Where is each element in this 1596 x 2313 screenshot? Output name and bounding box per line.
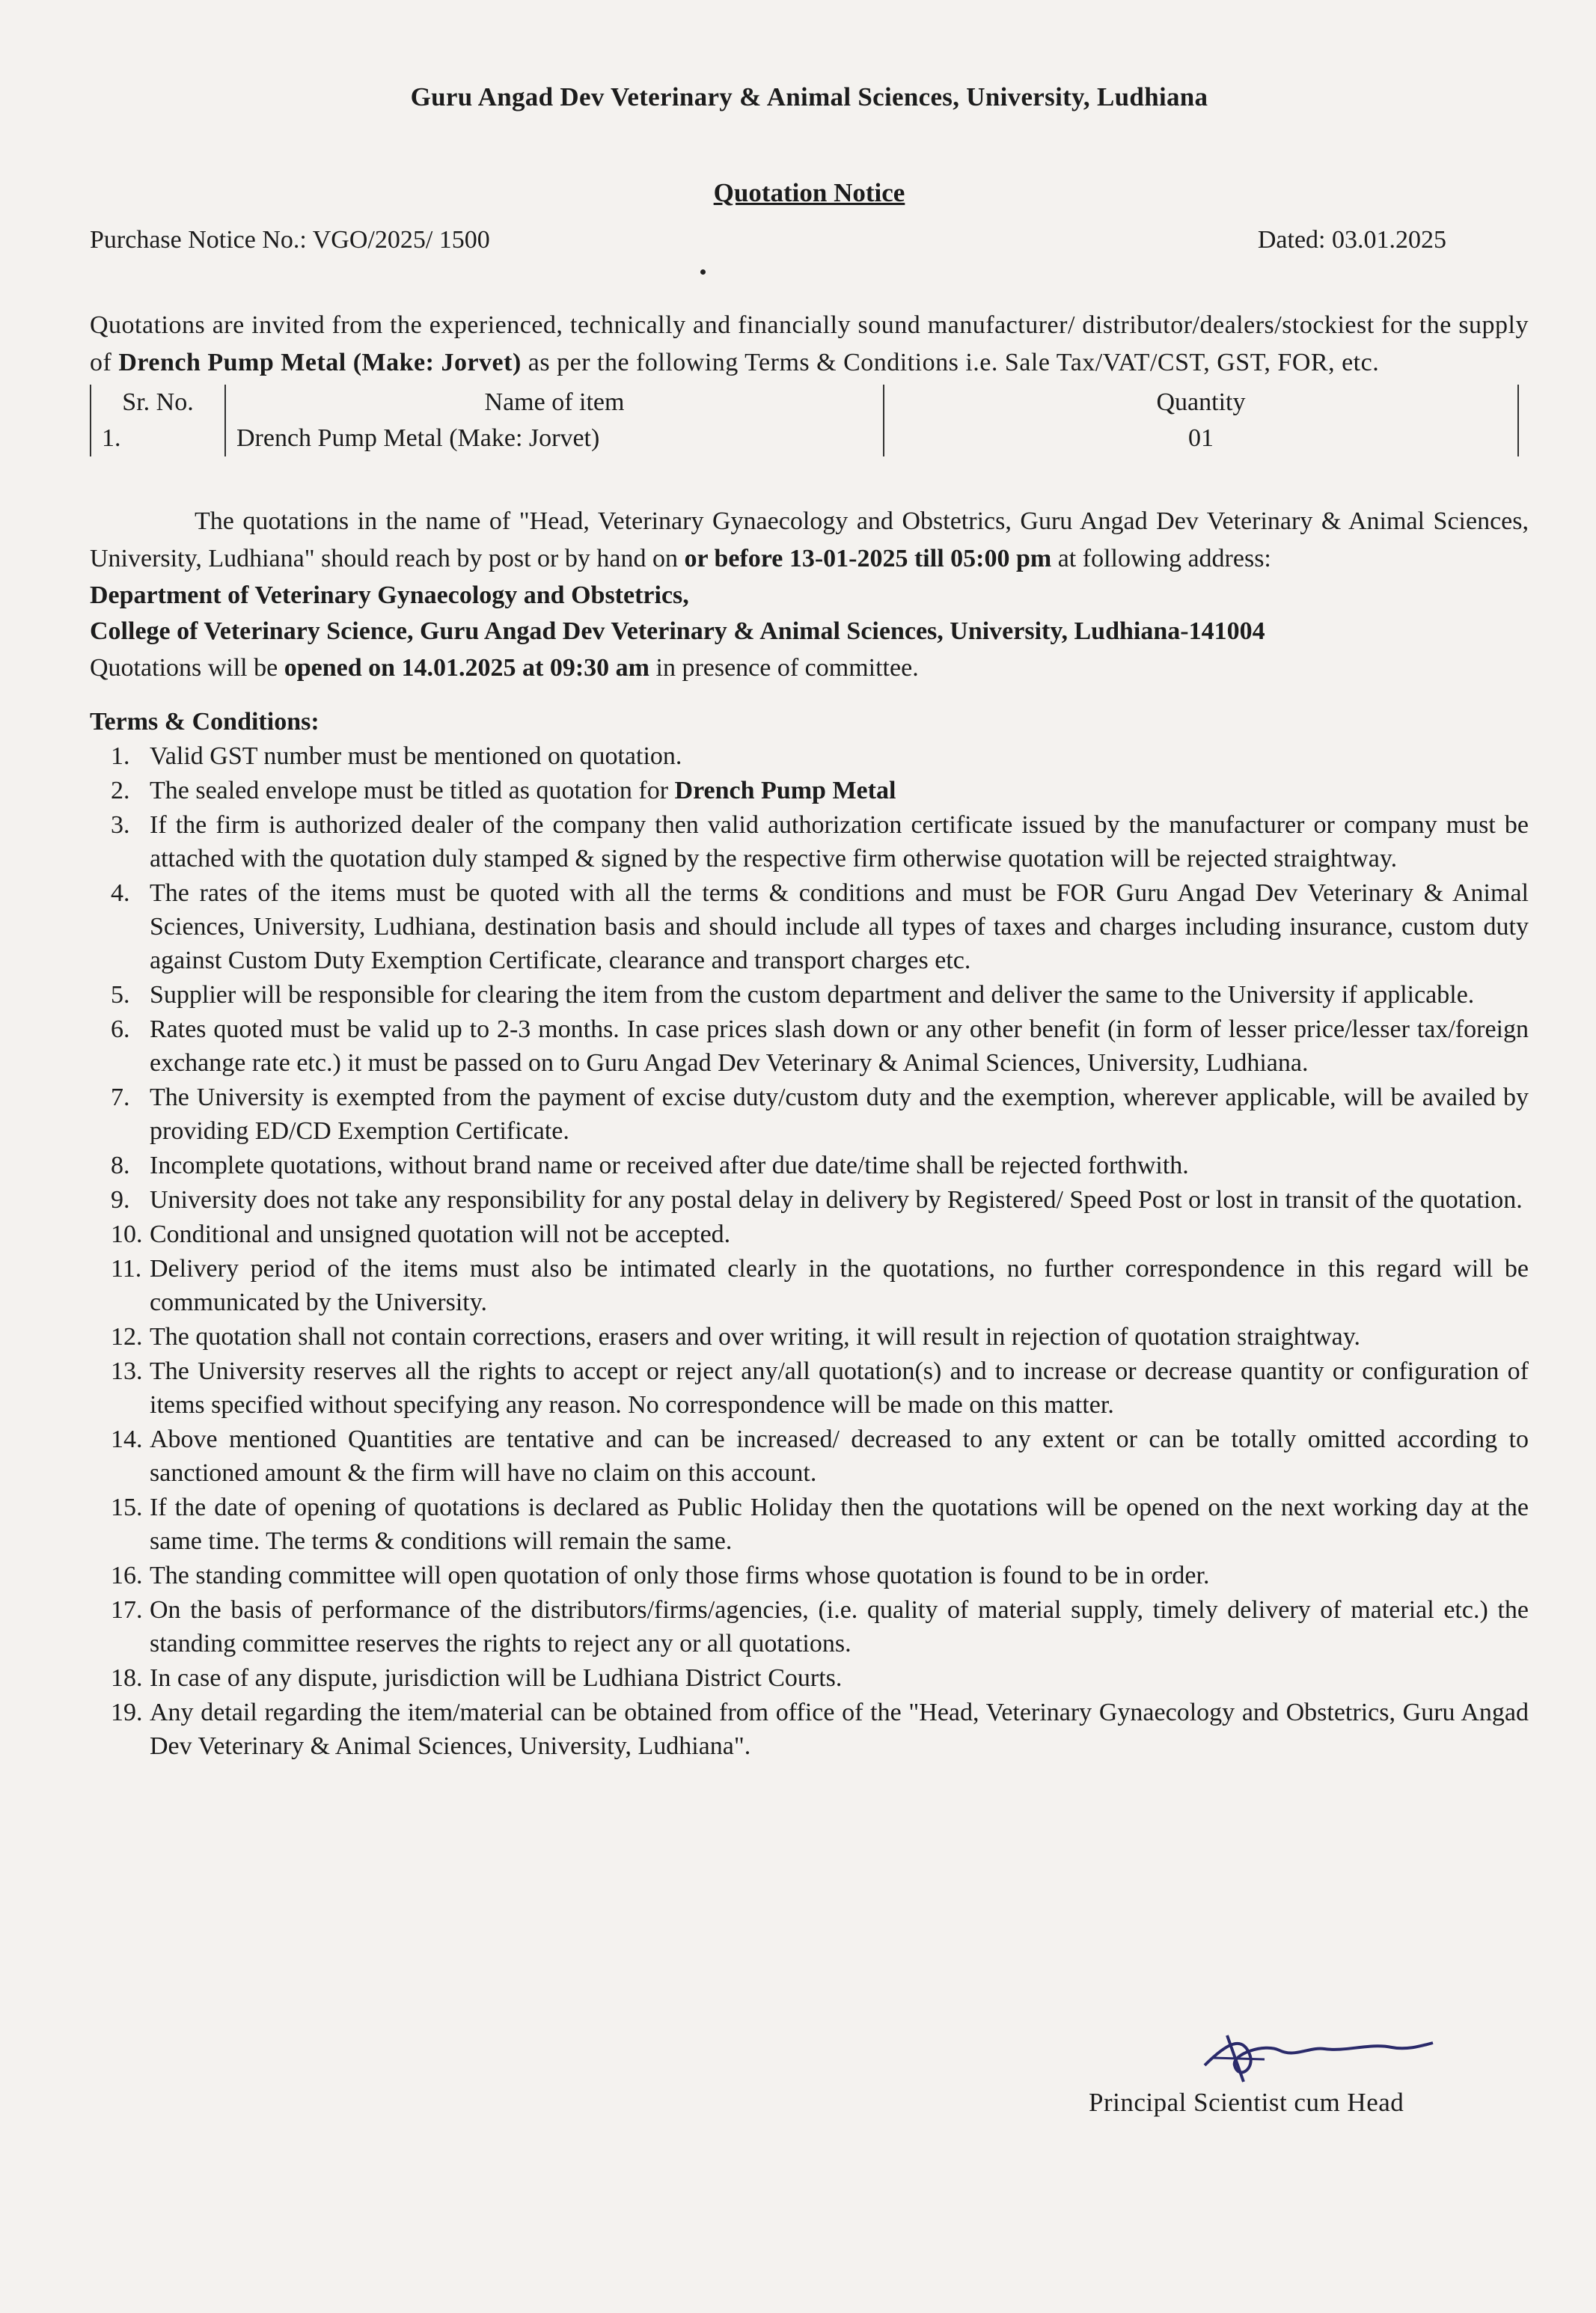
term-text-body: Conditional and unsigned quotation will not be accepted.: [150, 1220, 731, 1248]
opening-text-2: in presence of committee.: [649, 654, 919, 682]
page-title: Quotation Notice: [713, 178, 905, 207]
list-item: [90, 876, 1529, 977]
term-text: [150, 1081, 1529, 1148]
reference-row: [90, 226, 1529, 254]
intro-item-name: Drench Pump Metal (Make: Jorvet): [118, 349, 522, 376]
list-item: [90, 1423, 1529, 1490]
term-text: [150, 1183, 1529, 1217]
purchase-notice-number: Purchase Notice No.: VGO/2025/ 1500: [90, 226, 490, 254]
term-text: [150, 1217, 1529, 1251]
term-text-body: University does not take any responsibility for any postal delay in delivery by Registered/ Speed Post or lost in transit of the quotation.: [150, 1186, 1523, 1214]
list-item: [90, 1320, 1529, 1354]
term-text-body: The University is exempted from the payment of excise duty/custom duty and the exemption, wherever applicable, will be availed by providing ED/CD Exemption Certificate.: [150, 1084, 1529, 1145]
opening-date-time: opened on 14.01.2025 at 09:30 am: [284, 654, 649, 682]
term-text: [150, 739, 1529, 773]
table-cell-quantity: 01: [884, 421, 1518, 456]
list-item: [90, 1661, 1529, 1695]
term-text: [150, 1491, 1529, 1558]
organization-name: Guru Angad Dev Veterinary & Animal Sciences, University, Ludhiana: [410, 82, 1208, 111]
term-number: 3.: [111, 811, 130, 839]
term-text-body: Supplier will be responsible for clearing the item from the custom department and deliver the same to the University if applicable.: [150, 981, 1475, 1009]
term-text-body: Rates quoted must be valid up to 2-3 months. In case prices slash down or any other benefit (in form of lesser price/lesser tax/foreign exchange rate etc.) it must be passed on to Guru Angad Dev Veterinary & Animal Sciences, University, Ludhiana.: [150, 1015, 1529, 1077]
term-text-body: Incomplete quotations, without brand name or received after due date/time shall be rejected forthwith.: [150, 1152, 1189, 1179]
term-text-body: The University reserves all the rights to accept or reject any/all quotation(s) and to increase or decrease quantity or configuration of items specified without specifying any reason. No correspondence will be made on this matter.: [150, 1357, 1529, 1419]
term-text: [150, 876, 1529, 977]
term-number: 4.: [111, 879, 130, 907]
term-text-body: The rates of the items must be quoted with all the terms & conditions and must be FOR Guru Angad Dev Veterinary & Animal Sciences, University, Ludhiana, destination basis and should include all types of taxes and charges including insurance, custom duty against Custom Duty Exemption Certificate, clearance and transport charges etc.: [150, 879, 1529, 974]
submission-text-2: at following address:: [1051, 545, 1271, 572]
list-item: [90, 1149, 1529, 1182]
term-number: 12.: [111, 1323, 143, 1351]
intro-text-2: as per the following Terms & Conditions i.e. Sale Tax/VAT/CST, GST, FOR, etc.: [521, 349, 1380, 376]
term-number: 15.: [111, 1494, 143, 1521]
term-text-body: The sealed envelope must be titled as quotation for: [150, 777, 675, 804]
items-table: [90, 385, 1519, 456]
table-cell-sr-no: 1.: [91, 421, 225, 456]
table-header-item-name: Name of item: [225, 385, 884, 421]
intro-text-1: Quotations are invited from the experienced, technically and financially sound manufacturer/ distributor/dealers/stockiest for the supply of: [90, 311, 1529, 376]
list-item: [90, 808, 1529, 876]
list-item: [90, 774, 1529, 807]
term-text-body: In case of any dispute, jurisdiction will be Ludhiana District Courts.: [150, 1664, 843, 1692]
term-text-body: If the firm is authorized dealer of the company then valid authorization certificate issued by the manufacturer or company must be attached with the quotation duly stamped & signed by the respective firm otherwise quotation will be rejected straightway.: [150, 811, 1529, 873]
table-cell-item-name: Drench Pump Metal (Make: Jorvet): [225, 421, 884, 456]
handwritten-signature: [1197, 2020, 1437, 2088]
list-item: [90, 1012, 1529, 1080]
term-text-body: Delivery period of the items must also be intimated clearly in the quotations, no further correspondence in this regard will be communicated by the University.: [150, 1255, 1529, 1316]
term-text-body: Valid GST number must be mentioned on quotation.: [150, 742, 682, 770]
term-number: 7.: [111, 1084, 130, 1111]
list-item: [90, 1183, 1529, 1217]
term-number: 16.: [111, 1562, 143, 1589]
term-text: [150, 1593, 1529, 1660]
term-number: 6.: [111, 1015, 130, 1043]
term-text-body: Above mentioned Quantities are tentative and can be increased/ decreased to any extent or can be totally omitted according to sanctioned amount & the firm will have no claim on this account.: [150, 1426, 1529, 1487]
term-text: [150, 1696, 1529, 1763]
address-line-1: Department of Veterinary Gynaecology and Obstetrics,: [90, 581, 689, 609]
term-number: 9.: [111, 1186, 130, 1214]
table-header-quantity: Quantity: [884, 385, 1518, 421]
term-text: [150, 1559, 1529, 1592]
term-number: 14.: [111, 1426, 143, 1453]
term-number: 19.: [111, 1699, 143, 1726]
term-number: 13.: [111, 1357, 143, 1385]
term-text: [150, 1149, 1529, 1182]
intro-paragraph: [90, 307, 1529, 382]
list-item: [90, 1252, 1529, 1319]
terms-heading: Terms & Conditions:: [90, 708, 319, 736]
term-text: [150, 1423, 1529, 1490]
submission-text-1: The quotations in the name of "Head, Veterinary Gynaecology and Obstetrics, Guru Angad Dev Veterinary & Animal Sciences, University, Ludhiana" should reach by post or by hand on: [90, 507, 1529, 572]
term-text: [150, 1661, 1529, 1695]
list-item: [90, 1559, 1529, 1592]
submission-paragraph: [90, 503, 1529, 578]
table-header-sr-no: Sr. No.: [91, 385, 225, 421]
term-number: 17.: [111, 1596, 143, 1624]
term-text: [150, 1012, 1529, 1080]
term-text: [150, 1252, 1529, 1319]
opening-text-1: Quotations will be: [90, 654, 284, 682]
term-text-body: The quotation shall not contain corrections, erasers and over writing, it will result in rejection of quotation straightway.: [150, 1323, 1361, 1351]
list-item: [90, 1354, 1529, 1422]
address-line-2: College of Veterinary Science, Guru Angad Dev Veterinary & Animal Sciences, University, Ludhiana-141004: [90, 617, 1265, 645]
list-item: [90, 978, 1529, 1012]
signatory-title: Principal Scientist cum Head: [1089, 2088, 1404, 2117]
notice-date: Dated: 03.01.2025: [1257, 226, 1446, 254]
term-text-body: On the basis of performance of the distributors/firms/agencies, (i.e. quality of material supply, timely delivery of material etc.) the standing committee reserves the rights to reject any or all quotations.: [150, 1596, 1529, 1657]
term-number: 2.: [111, 777, 130, 804]
term-text: [150, 1354, 1529, 1422]
term-text: [150, 808, 1529, 876]
term-number: 5.: [111, 981, 130, 1009]
term-number: 10.: [111, 1220, 143, 1248]
term-text: [150, 774, 1529, 807]
term-text-body: Any detail regarding the item/material can be obtained from office of the "Head, Veterinary Gynaecology and Obstetrics, Guru Angad Dev Veterinary & Animal Sciences, University, Ludhiana".: [150, 1699, 1529, 1760]
term-text-body: If the date of opening of quotations is declared as Public Holiday then the quotations will be opened on the next working day at the same time. The terms & conditions will remain the same.: [150, 1494, 1529, 1555]
term-text-bold: Drench Pump Metal: [674, 777, 896, 804]
term-text-body: The standing committee will open quotation of only those firms whose quotation is found to be in order.: [150, 1562, 1210, 1589]
term-number: 8.: [111, 1152, 130, 1179]
term-number: 11.: [111, 1255, 142, 1283]
term-number: 18.: [111, 1664, 143, 1692]
speck-mark: [700, 269, 706, 275]
terms-list: [90, 739, 1529, 1763]
list-item: [90, 1491, 1529, 1558]
table-row: [91, 421, 1518, 456]
list-item: [90, 1696, 1529, 1763]
term-text: [150, 1320, 1529, 1354]
list-item: [90, 1217, 1529, 1251]
term-number: 1.: [111, 742, 130, 770]
list-item: [90, 739, 1529, 773]
submission-deadline: or before 13-01-2025 till 05:00 pm: [684, 545, 1052, 572]
table-header-row: [91, 385, 1518, 421]
opening-info: [90, 650, 1529, 687]
term-text: [150, 978, 1529, 1012]
list-item: [90, 1081, 1529, 1148]
list-item: [90, 1593, 1529, 1660]
